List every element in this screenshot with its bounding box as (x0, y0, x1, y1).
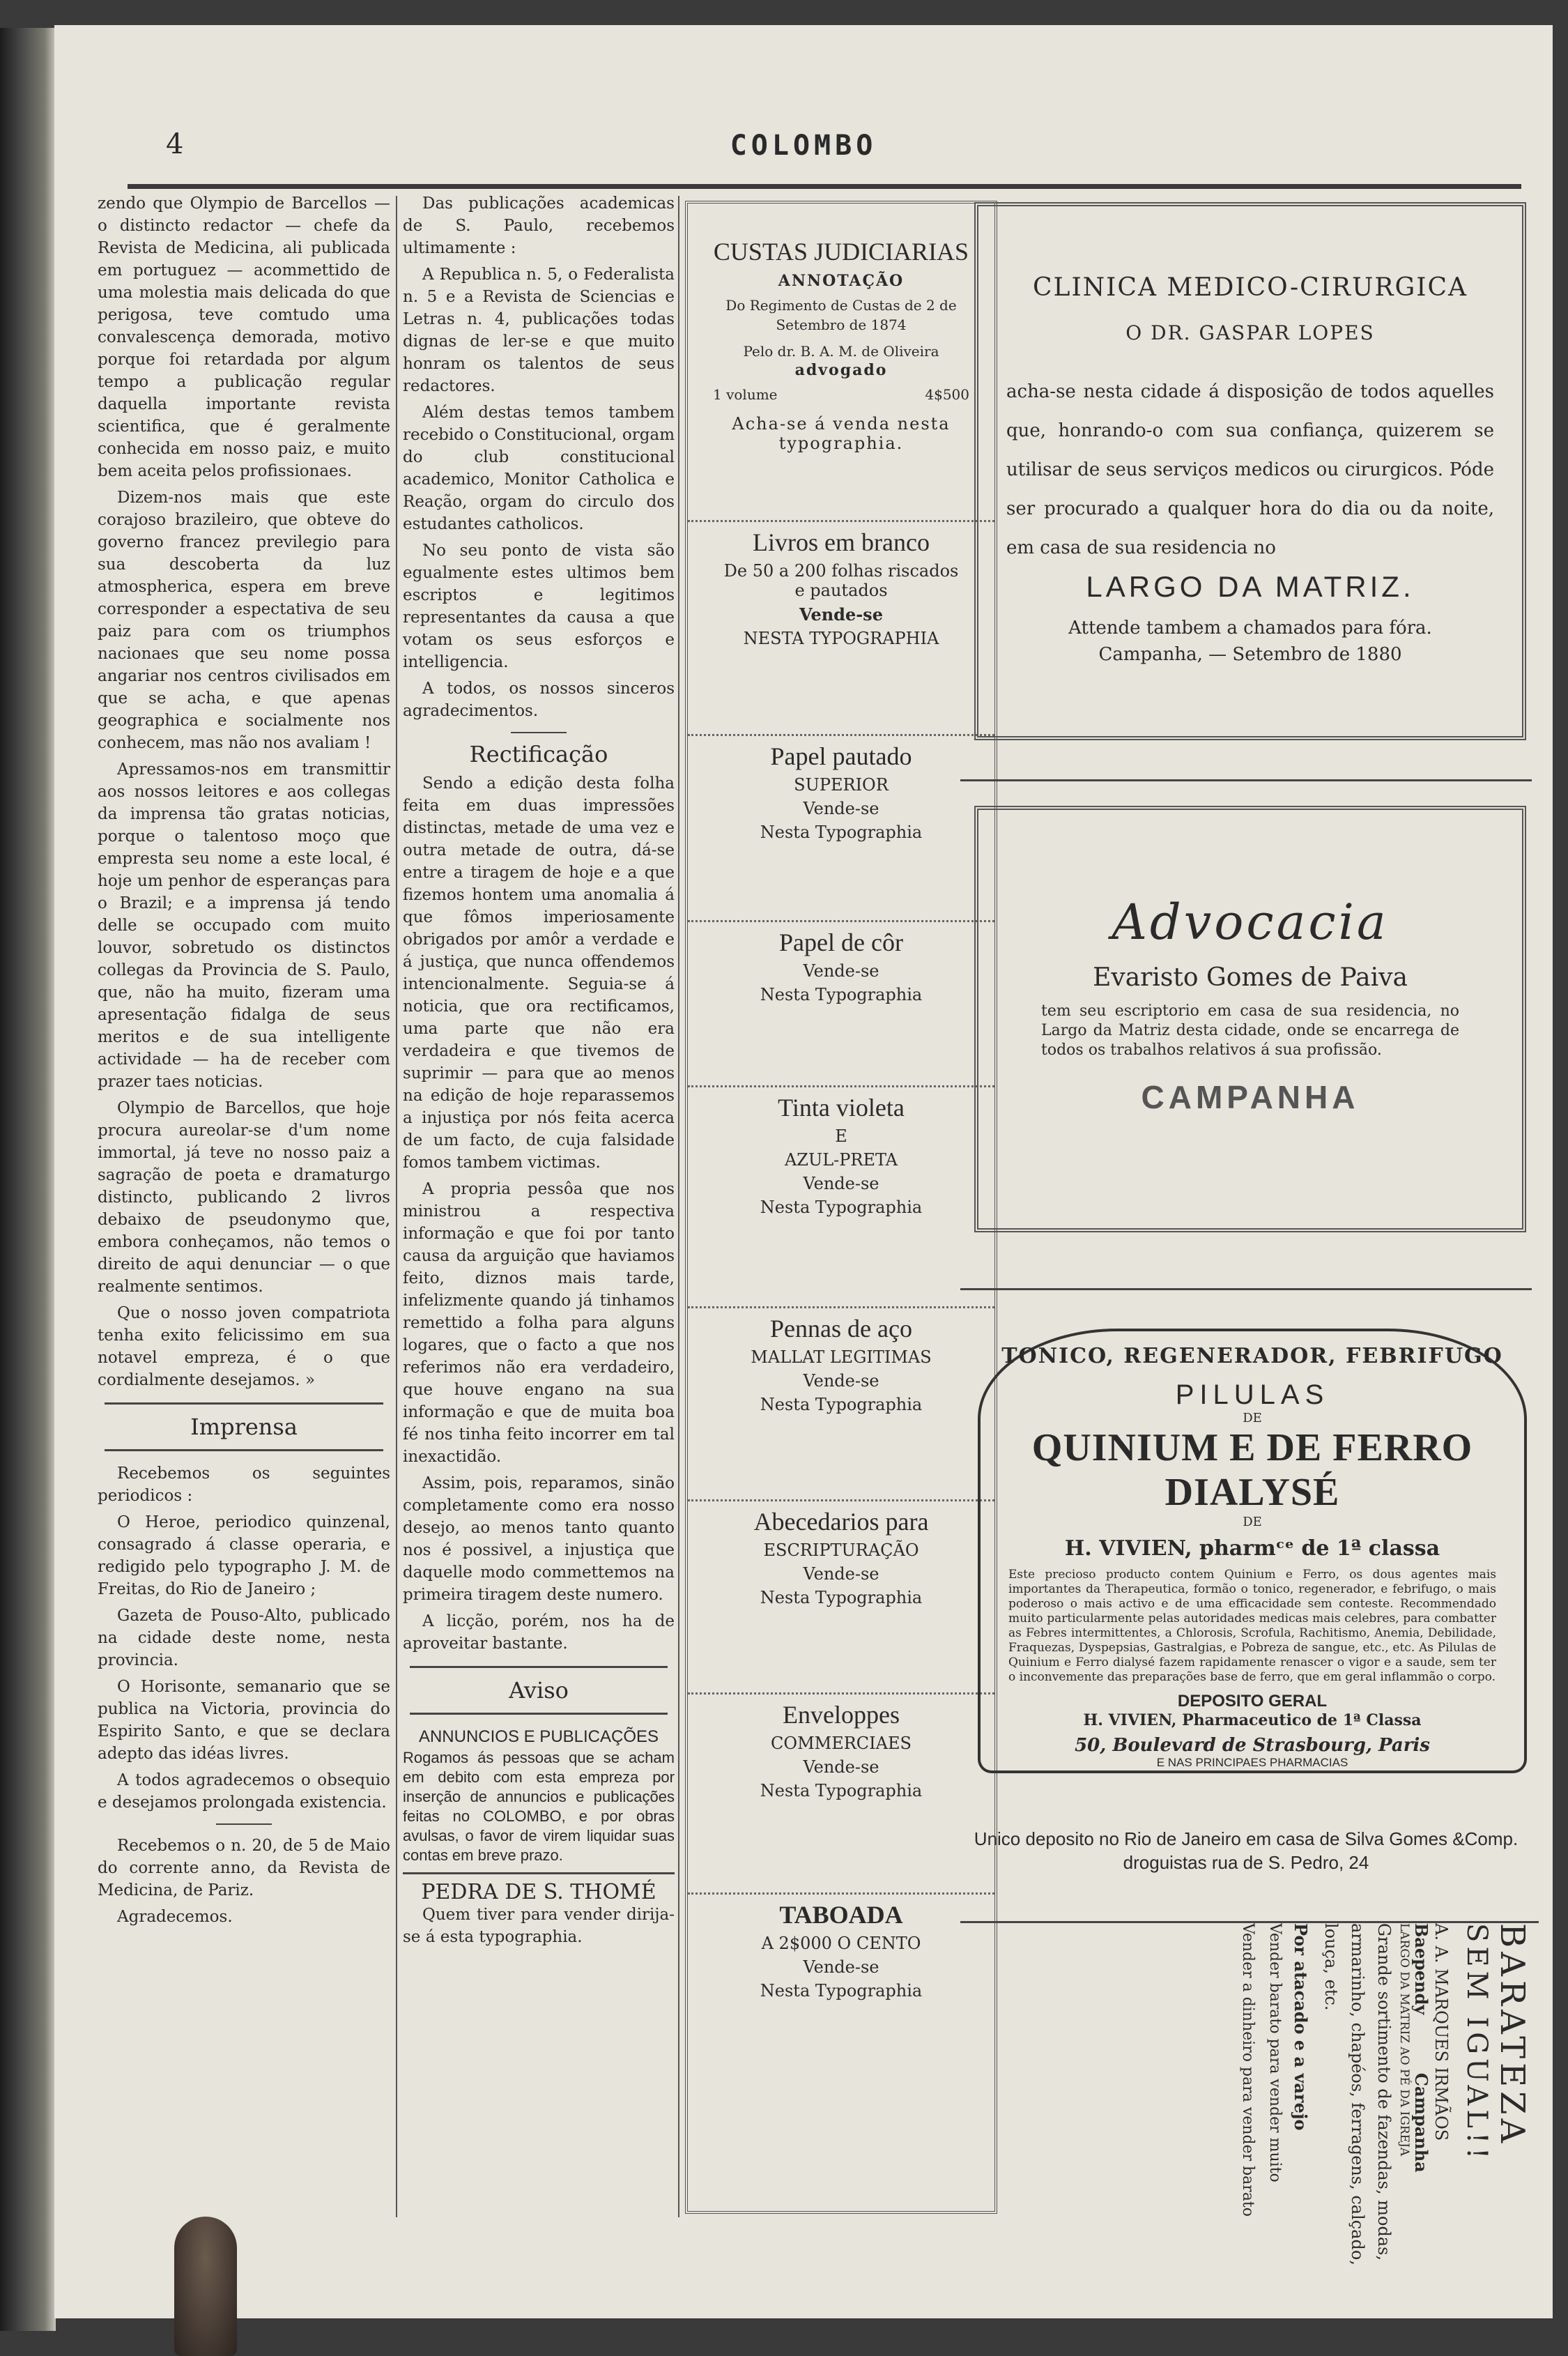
paragraph: Além destas temos tambem recebido o Constitucional, orgam do club constitucional academico, Monitor Catholica e Reação, orgam do circulo dos estudantes catholicos. (403, 404, 675, 533)
ad-text: COMMERCIAES (771, 1734, 912, 1753)
page-number: 4 (166, 128, 184, 160)
column-rule (396, 196, 397, 2217)
barateza-text: Vender a dinheiro para vender barato (1239, 1923, 1256, 2217)
ad-subtitle: ANNOTAÇÃO (778, 272, 905, 290)
advocacia-title: Advocacia (1112, 894, 1389, 951)
short-rule (511, 732, 567, 733)
ad-custas-judiciarias (688, 204, 994, 522)
quinium-de: DE (1243, 1411, 1262, 1425)
section-title-aviso: Aviso (509, 1677, 569, 1704)
paragraph: Recebemos o n. 20, de 5 de Maio do corrente anno, da Revista de Medicina, de Pariz. (98, 1837, 390, 1899)
ad-pennas-de-aco (688, 1308, 994, 1501)
advocacia-name: Evaristo Gomes de Paiva (1093, 963, 1408, 992)
ad-taboada (688, 1895, 994, 2065)
paragraph: Dizem-nos mais que este corajoso brazileiro, que obteve do governo francez previlegio para sua descoberta da luz atmospherica, espera em breve corresponder a espectativa de seu paiz para com os triumphos nacionaes que seu nome possa angariar nos centros civilisados em que se acha, e que apenas geographica e socialmente nos conhecem, mas não nos avaliam ! (98, 489, 390, 752)
ad-price: 4$500 (925, 386, 969, 403)
aviso-subtitle: ANNUNCIOS E PUBLICAÇÕES (418, 1727, 659, 1746)
paragraph: No seu ponto de vista são egualmente estes ultimos bem escriptos e legitimos representantes da causa a que votam os seus esforços e intelligencia. (403, 542, 675, 671)
ad-text: SUPERIOR (794, 775, 889, 795)
newspaper-page (54, 25, 1553, 2318)
ad-text: Vende-se (803, 1174, 879, 1193)
barateza-subtitle: SEM IGUAL!! (1461, 1923, 1493, 2164)
section-rule (410, 1713, 668, 1715)
clinica-extra: Attende tambem a chamados para fóra. (1068, 618, 1432, 638)
quinium-deposito2: H. VIVIEN, Pharmaceutico de 1ª Classa (1083, 1711, 1422, 1729)
ad-text: Nesta Typographia (760, 823, 923, 842)
quinium-vivien: H. VIVIEN, pharmᶜᵉ de 1ª classa (1064, 1536, 1440, 1561)
ad-text: advogado (794, 361, 888, 379)
ad-text: Nesta Typographia (760, 1198, 923, 1217)
paragraph: Assim, pois, reparamos, sinão completamente como era nosso desejo, ao menos tanto quanto nos é possivel, a injustiça que daquelle modo commettemos na primeira tiragem deste numero. (403, 1474, 675, 1604)
clinica-body: acha-se nesta cidade á disposição de todos aquelles que, honrando-o com sua confiança, quizerem se utilisar de seus serviços medicos ou cirurgicos. Póde ser procurado a qualquer hora do dia ou da noite, em casa de sua residencia no (1006, 381, 1494, 558)
quinium-deposito: DEPOSITO GERAL (1177, 1692, 1328, 1711)
ad-text: Do Regimento de Custas de 2 de Setembro de 1874 (725, 297, 957, 333)
ad-text: Vende-se (803, 1957, 879, 1977)
column-1 (98, 192, 390, 1932)
section-rule (403, 1872, 675, 1874)
ad-title: TABOADA (779, 1901, 903, 1929)
paragraph: Agradecemos. (117, 1908, 233, 1926)
quinium-name: QUINIUM E DE FERRO DIALYSÉ (1031, 1426, 1473, 1514)
column-rule (678, 196, 679, 2217)
paragraph: Recebemos os seguintes periodicos : (98, 1464, 390, 1505)
paragraph: A propria pessôa que nos ministrou a respectiva informação e que foi por tanto causa da arguição que haviamos feito, diznos mais tarde, infelizmente quando já tinhamos remettido a folha para alguns logares, que o facto a que nos referimos não era verdadeiro, que houve engano na sua informação e que de muita boa fé nos tinha feito incorrer em tal inexactidão. (403, 1180, 675, 1466)
advocacia-city: CAMPANHA (1141, 1079, 1360, 1115)
ad-papel-de-cor (688, 922, 994, 1087)
quinium-pharmacias: E NAS PRINCIPAES PHARMACIAS (1156, 1756, 1348, 1769)
paragraph: Das publicações academicas de S. Paulo, recebemos ultimamente : (403, 194, 675, 257)
paragraph: Apressamos-nos em transmittir aos nossos leitores e aos collegas da imprensa tão gratas noticias, porque o talentoso moço que empresta seu nome a este local, é hoje um penhor de esperanças para o Brazil; e a imprensa já tendo delle se occupado com muito louvor, sobretudo os distinctos collegas da Provincia de S. Paulo, que, não ha muito, fizeram uma apresentação fidalga de seus meritos e de sua intelligente actividade — ha de receber com prazer taes noticias. (98, 760, 390, 1091)
paragraph: A todos, os nossos sinceros agradecimentos. (403, 680, 675, 720)
ad-text: Vende-se (803, 799, 879, 818)
ad-title: Pennas de aço (770, 1315, 912, 1343)
ad-enveloppes (688, 1695, 994, 1895)
barateza-text: Vender barato para vender muito (1266, 1923, 1284, 2182)
barateza-title: BARATEZA (1493, 1923, 1532, 2148)
ad-clinica-medico-cirurgica (974, 202, 1526, 740)
ad-papel-pautado (688, 736, 994, 922)
paragraph: Que o nosso joven compatriota tenha exito felicissimo em sua notavel empreza, é o que cordialmente desejamos. » (98, 1304, 390, 1389)
barateza-rotated (960, 1923, 1539, 2313)
unico-line: Unico deposito no Rio de Janeiro em casa de Silva Gomes &Comp. (974, 1828, 1519, 1849)
paragraph: O Heroe, periodico quinzenal, consagrado á classe operaria, e redigido pelo typographo J. M. de Freitas, do Rio de Janeiro ; (98, 1513, 390, 1598)
ad-text: Vende-se (803, 961, 879, 981)
paragraph: Sendo a edição desta folha feita em duas impressões distinctas, metade de uma vez e outra metade de outra, dá-se entre a tiragem de hoje e a que fizemos hontem uma anomalia á que fômos imperiosamente obrigados por amôr a verdade e á justiça, que nunca offendemos intencionalmente. Seguia-se á noticia, que ora rectificamos, uma parte que não era verdadeira e que tivemos de suprimir — para que ao menos na edição de hoje reparassemos a injustiça por nós feita acerca de um facto, de cuja falsidade fomos tambem victimas. (403, 774, 675, 1172)
thumb (174, 2217, 237, 2356)
section-title-imprensa: Imprensa (190, 1414, 298, 1440)
ads-column (685, 201, 997, 2214)
clinica-date: Campanha, — Setembro de 1880 (1098, 644, 1402, 665)
book-spine-edge (0, 28, 56, 2331)
advocacia-body: tem seu escriptorio em casa de sua residencia, no Largo da Matriz desta cidade, onde se encarrega de todos os trabalhos relativos á sua profissão. (1041, 1002, 1459, 1059)
ad-text: 1 volume (713, 386, 778, 403)
paragraph: Olympio de Barcellos, que hoje procura aureolar-se d'um nome immortal, já teve no nosso paiz a sagração de poeta e dramaturgo distincto, publicando 2 livros debaixo de pseudonymo que, embora conheçamos, não temos o direito de aqui denunciar — o que realmente sentimos. (98, 1099, 390, 1296)
barateza-text: Por atacado e a varejo (1291, 1923, 1311, 2131)
section-rule (410, 1666, 668, 1668)
barateza-firm: A. A. MARQUES IRMÃOS (1431, 1923, 1451, 2141)
ad-text: E (835, 1126, 847, 1146)
aviso-text: Rogamos ás pessoas que se acham em debito com esta empreza por inserção de annuncios e publicações feitas no COLOMBO, e por obras avulsas, o favor de virem liquidar suas contas em breve prazo. (403, 1749, 675, 1864)
barateza-place: LARGO DA MATRIZ AO PÉ DA IGREJA (1397, 1923, 1411, 2157)
ad-title: Enveloppes (783, 1701, 900, 1729)
paragraph: A Republica n. 5, o Federalista n. 5 e a Revista de Sciencias e Letras n. 4, publicações todas dignas de ler-se e que muito honram os talentos de seus redactores. (403, 266, 675, 395)
ad-text: Vende-se (803, 1564, 879, 1584)
ad-tinta-violeta (688, 1087, 994, 1308)
paragraph: zendo que Olympio de Barcellos — o distincto redactor — chefe da Revista de Medicina, ali publicada em portuguez — acommettido de uma molestia mais delicada do que perigosa, teve comtudo uma convalescença demorada, motivo porque foi retardada por algum tempo a publicação regular daquella importante revista scientifica, que é geralmente conhecida em nosso paiz, e muito bem aceita pelos profissionaes. (98, 194, 390, 480)
section-title-rectificacao: Rectificação (469, 741, 608, 767)
ad-title: Papel de côr (779, 928, 903, 956)
section-rule (960, 779, 1532, 781)
quinium-text: Este precioso producto contem Quinium e Ferro, os dous agentes mais importantes da Therapeutica, formão o tonico, regenerador, e febrifugo, o mais poderoso o mais activo e de uma efficacidade sem conteste. Recommendado muito particularmente pelas autoridades medicas mais celebres, para combatter as Febres intermittentes, a Chlorosis, Scrofula, Rachitismo, Anemia, Debilidade, Fraquezas, Dyspepsias, Gastralgias, e Pobreza de sangue, etc., etc. As Pilulas de Quinium e Ferro dialysé fazem rapidamente renascer o vigor e a saude, sem ter o inconvemente das preparações base de ferro, que em geral inflammão o corpo. (1008, 1568, 1496, 1684)
section-rule (105, 1402, 383, 1405)
quinium-de2: DE (1243, 1515, 1262, 1529)
column-2 (403, 192, 675, 1952)
masthead-title: COLOMBO (730, 130, 877, 162)
quinium-pilulas: PILULAS (1175, 1379, 1330, 1410)
ad-title: Tinta violeta (778, 1094, 905, 1122)
quinium-address: 50, Boulevard de Strasbourg, Paris (1075, 1735, 1430, 1756)
ad-text: Vende-se (803, 1371, 879, 1391)
ad-livros-em-branco (688, 522, 994, 736)
barateza-cities: Baependy Campanha (1411, 1923, 1431, 2173)
ad-text: De 50 a 200 folhas riscados e pautados (723, 561, 959, 600)
ad-text: Nesta Typographia (760, 1781, 923, 1800)
clinica-place: LARGO DA MATRIZ. (1086, 570, 1415, 603)
ad-text: AZUL-PRETA (784, 1150, 898, 1170)
unico-deposito (960, 1827, 1532, 1874)
ad-text: Nesta Typographia (760, 985, 923, 1004)
short-rule (216, 1823, 272, 1825)
ad-text: NESTA TYPOGRAPHIA (743, 629, 939, 648)
pedra-title: PEDRA DE S. THOMÉ (421, 1880, 656, 1904)
unico-line: droguistas rua de S. Pedro, 24 (1123, 1852, 1369, 1873)
ad-title: Abecedarios para (753, 1508, 929, 1536)
barateza-text: Grande sortimento de fazendas, modas, armarinho, chapéos, ferragens, calçado, louça, etc. (1321, 1923, 1394, 2265)
ad-barateza (960, 1921, 1539, 2313)
section-rule (960, 1288, 1532, 1290)
pedra-text: Quem tiver para vender dirija-se á esta typographia. (403, 1906, 675, 1946)
ad-text: Nesta Typographia (760, 1588, 923, 1607)
ad-text: Vende-se (799, 604, 883, 625)
ad-text: Nesta Typographia (760, 1981, 923, 2001)
clinica-doctor: O DR. GASPAR LOPES (1125, 321, 1375, 344)
header-rule (128, 184, 1521, 189)
ad-title: Livros em branco (753, 528, 930, 556)
ad-text: Pelo dr. B. A. M. de Oliveira (743, 343, 939, 360)
ad-quinium (978, 1329, 1527, 1773)
ad-abecedarios (688, 1501, 994, 1695)
ad-title: Papel pautado (770, 742, 912, 770)
ad-text: Vende-se (803, 1757, 879, 1777)
paragraph: A licção, porém, nos ha de aproveitar bastante. (403, 1612, 675, 1653)
section-rule (105, 1449, 383, 1451)
ad-text: MALLAT LEGITIMAS (751, 1347, 932, 1367)
ad-title: CUSTAS JUDICIARIAS (713, 238, 969, 266)
ad-text: ESCRIPTURAÇÃO (763, 1540, 919, 1560)
paragraph: A todos agradecemos o obsequio e desejamos prolongada existencia. (98, 1771, 390, 1812)
quinium-arc-text: TONICO, REGENERADOR, FEBRIFUGO (1001, 1344, 1503, 1368)
clinica-title: CLINICA MEDICO-CIRURGICA (1033, 273, 1468, 302)
paragraph: Gazeta de Pouso-Alto, publicado na cidade deste nome, nesta provincia. (98, 1607, 390, 1669)
ad-advocacia (974, 806, 1526, 1232)
ad-text: Nesta Typographia (760, 1395, 923, 1414)
ad-text: A 2$000 O CENTO (761, 1934, 921, 1953)
ad-text: Acha-se á venda nesta typographia. (732, 414, 951, 453)
paragraph: O Horisonte, semanario que se publica na Victoria, provincia do Espirito Santo, e que se declara adepto das idéas livres. (98, 1678, 390, 1763)
